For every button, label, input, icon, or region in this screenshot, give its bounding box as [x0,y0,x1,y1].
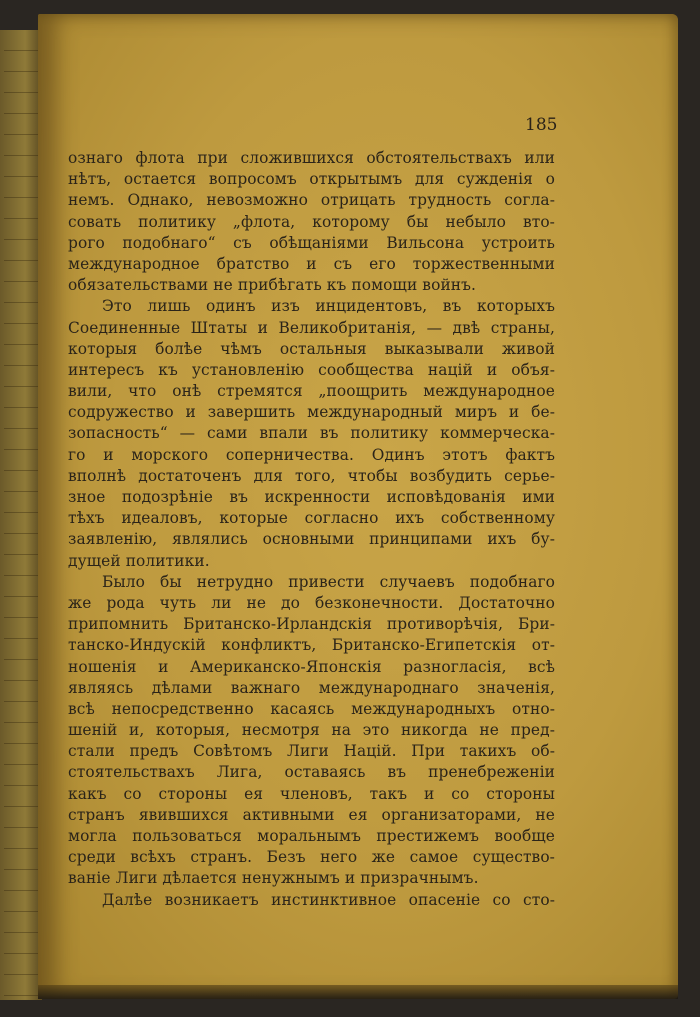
left-page-line [4,240,42,261]
left-page-line [4,744,42,765]
left-page-line [4,534,42,555]
left-page-line [4,408,42,429]
text-line: припомнить Британско-Ирландскія противорѣчія, Бри- [68,615,555,634]
left-page-line [4,345,42,366]
left-page-line [4,765,42,786]
page-number: 185 [525,115,558,135]
left-page-line [4,471,42,492]
left-page-line [4,450,42,471]
left-page-line [4,597,42,618]
left-page-line [4,660,42,681]
text-line: тѣхъ идеаловъ, которые согласно ихъ собственному [68,509,555,528]
text-line: Соединенные Штаты и Великобританія, — двѣ страны, [68,318,555,337]
text-line: какъ со стороны ея членовъ, такъ и со стороны [68,784,555,803]
left-page-line [4,114,42,135]
left-page-line [4,618,42,639]
left-page-line [4,51,42,72]
text-line: всѣ непосредственно касаясь международныхъ отно- [68,699,555,718]
text-line: ваніе Лиги дѣлается ненужнымъ и призрачнымъ. [68,869,479,888]
left-page-edge [0,30,42,1000]
text-line: содружество и завершить международный миръ и бе- [68,403,555,422]
left-page-line [4,366,42,387]
text-line: Это лишь одинъ изъ инцидентовъ, въ которыхъ [102,297,555,316]
left-page-line [4,282,42,303]
text-line: нѣтъ, остается вопросомъ открытымъ для сужденія о [68,170,555,189]
text-line: Было бы нетрудно привести случаевъ подобнаго [102,572,555,591]
left-page-line [4,93,42,114]
text-line: являясь дѣлами важнаго международнаго значенія, [68,678,555,697]
text-line: Далѣе возникаетъ инстинктивное опасеніе со сто- [102,890,555,909]
left-page-line [4,324,42,345]
left-page-line [4,555,42,576]
left-page-line [4,975,42,996]
left-page-line [4,807,42,828]
page-text [68,148,555,911]
text-line: ношенія и Американско-Японскія разногласія, всѣ [68,657,555,676]
left-page-line [4,702,42,723]
left-page-line [4,891,42,912]
text-line: которыя болѣе чѣмъ остальныя выказывали живой [68,339,555,358]
left-page-line [4,219,42,240]
left-page-line [4,828,42,849]
text-line: зное подозрѣніе въ искренности исповѣдованія ими [68,488,555,506]
text-line: обязательствами не прибѣгать къ помощи войнъ. [68,276,477,295]
left-page-line [4,492,42,513]
text-line: го и морского соперничества. Одинъ этотъ фактъ [68,445,555,464]
left-page-line [4,135,42,156]
left-page-line [4,786,42,807]
left-page-line [4,261,42,282]
text-line: могла пользоваться моральнымъ престижемъ вообще [68,827,555,845]
page-bottom-edge [38,985,678,999]
text-line: среди всѣхъ странъ. Безъ него же самое существо- [68,848,555,867]
text-line: заявленію, являлись основными принципами ихъ бу- [68,530,555,549]
left-page-line [4,576,42,597]
text-line: дущей политики. [68,551,210,570]
left-page-line [4,681,42,702]
left-page-line [4,177,42,198]
text-line: ознаго флота при сложившихся обстоятельствахъ или [68,149,555,167]
text-line: танско-Индускій конфликтъ, Британско-Египетскія от- [68,636,555,655]
left-page-line [4,198,42,219]
left-page-line [4,387,42,408]
left-page-line [4,954,42,975]
text-line: стали предъ Совѣтомъ Лиги Націй. При такихъ об- [68,742,555,761]
left-page-line [4,429,42,450]
left-page-line [4,639,42,660]
left-page-line [4,513,42,534]
text-line: стоятельствахъ Лига, оставаясь въ пренебреженіи [68,763,555,782]
left-page-line [4,933,42,954]
left-page-line [4,912,42,933]
text-line: вполнѣ достаточенъ для того, чтобы возбудить серье- [68,466,555,485]
text-line: интересъ къ установленію сообщества націй и объя- [68,360,555,379]
text-line: вили, что онѣ стремятся „поощрить международное [68,382,555,401]
left-page-line [4,849,42,870]
left-page-line [4,30,42,51]
left-page-line [4,72,42,93]
text-line: же рода чуть ли не до безконечности. Достаточно [68,593,555,612]
text-line: рого подобнаго“ съ обѣщаніями Вильсона устроить [68,233,555,252]
text-line: шеній и, которыя, несмотря на это никогда не пред- [68,721,555,740]
text-line: немъ. Однако, невозможно отрицать трудность согла- [68,191,555,210]
text-line: международное братство и съ его торжественными [68,254,555,273]
text-line: совать политику „флота, которому бы небыло вто- [68,212,555,231]
left-page-line [4,723,42,744]
text-line: зопасность“ — сами впали въ политику коммерческа- [68,424,555,443]
left-page-line [4,303,42,324]
left-page-line [4,870,42,891]
text-line: странъ явившихся активными ея организаторами, не [68,805,555,824]
left-page-line [4,156,42,177]
